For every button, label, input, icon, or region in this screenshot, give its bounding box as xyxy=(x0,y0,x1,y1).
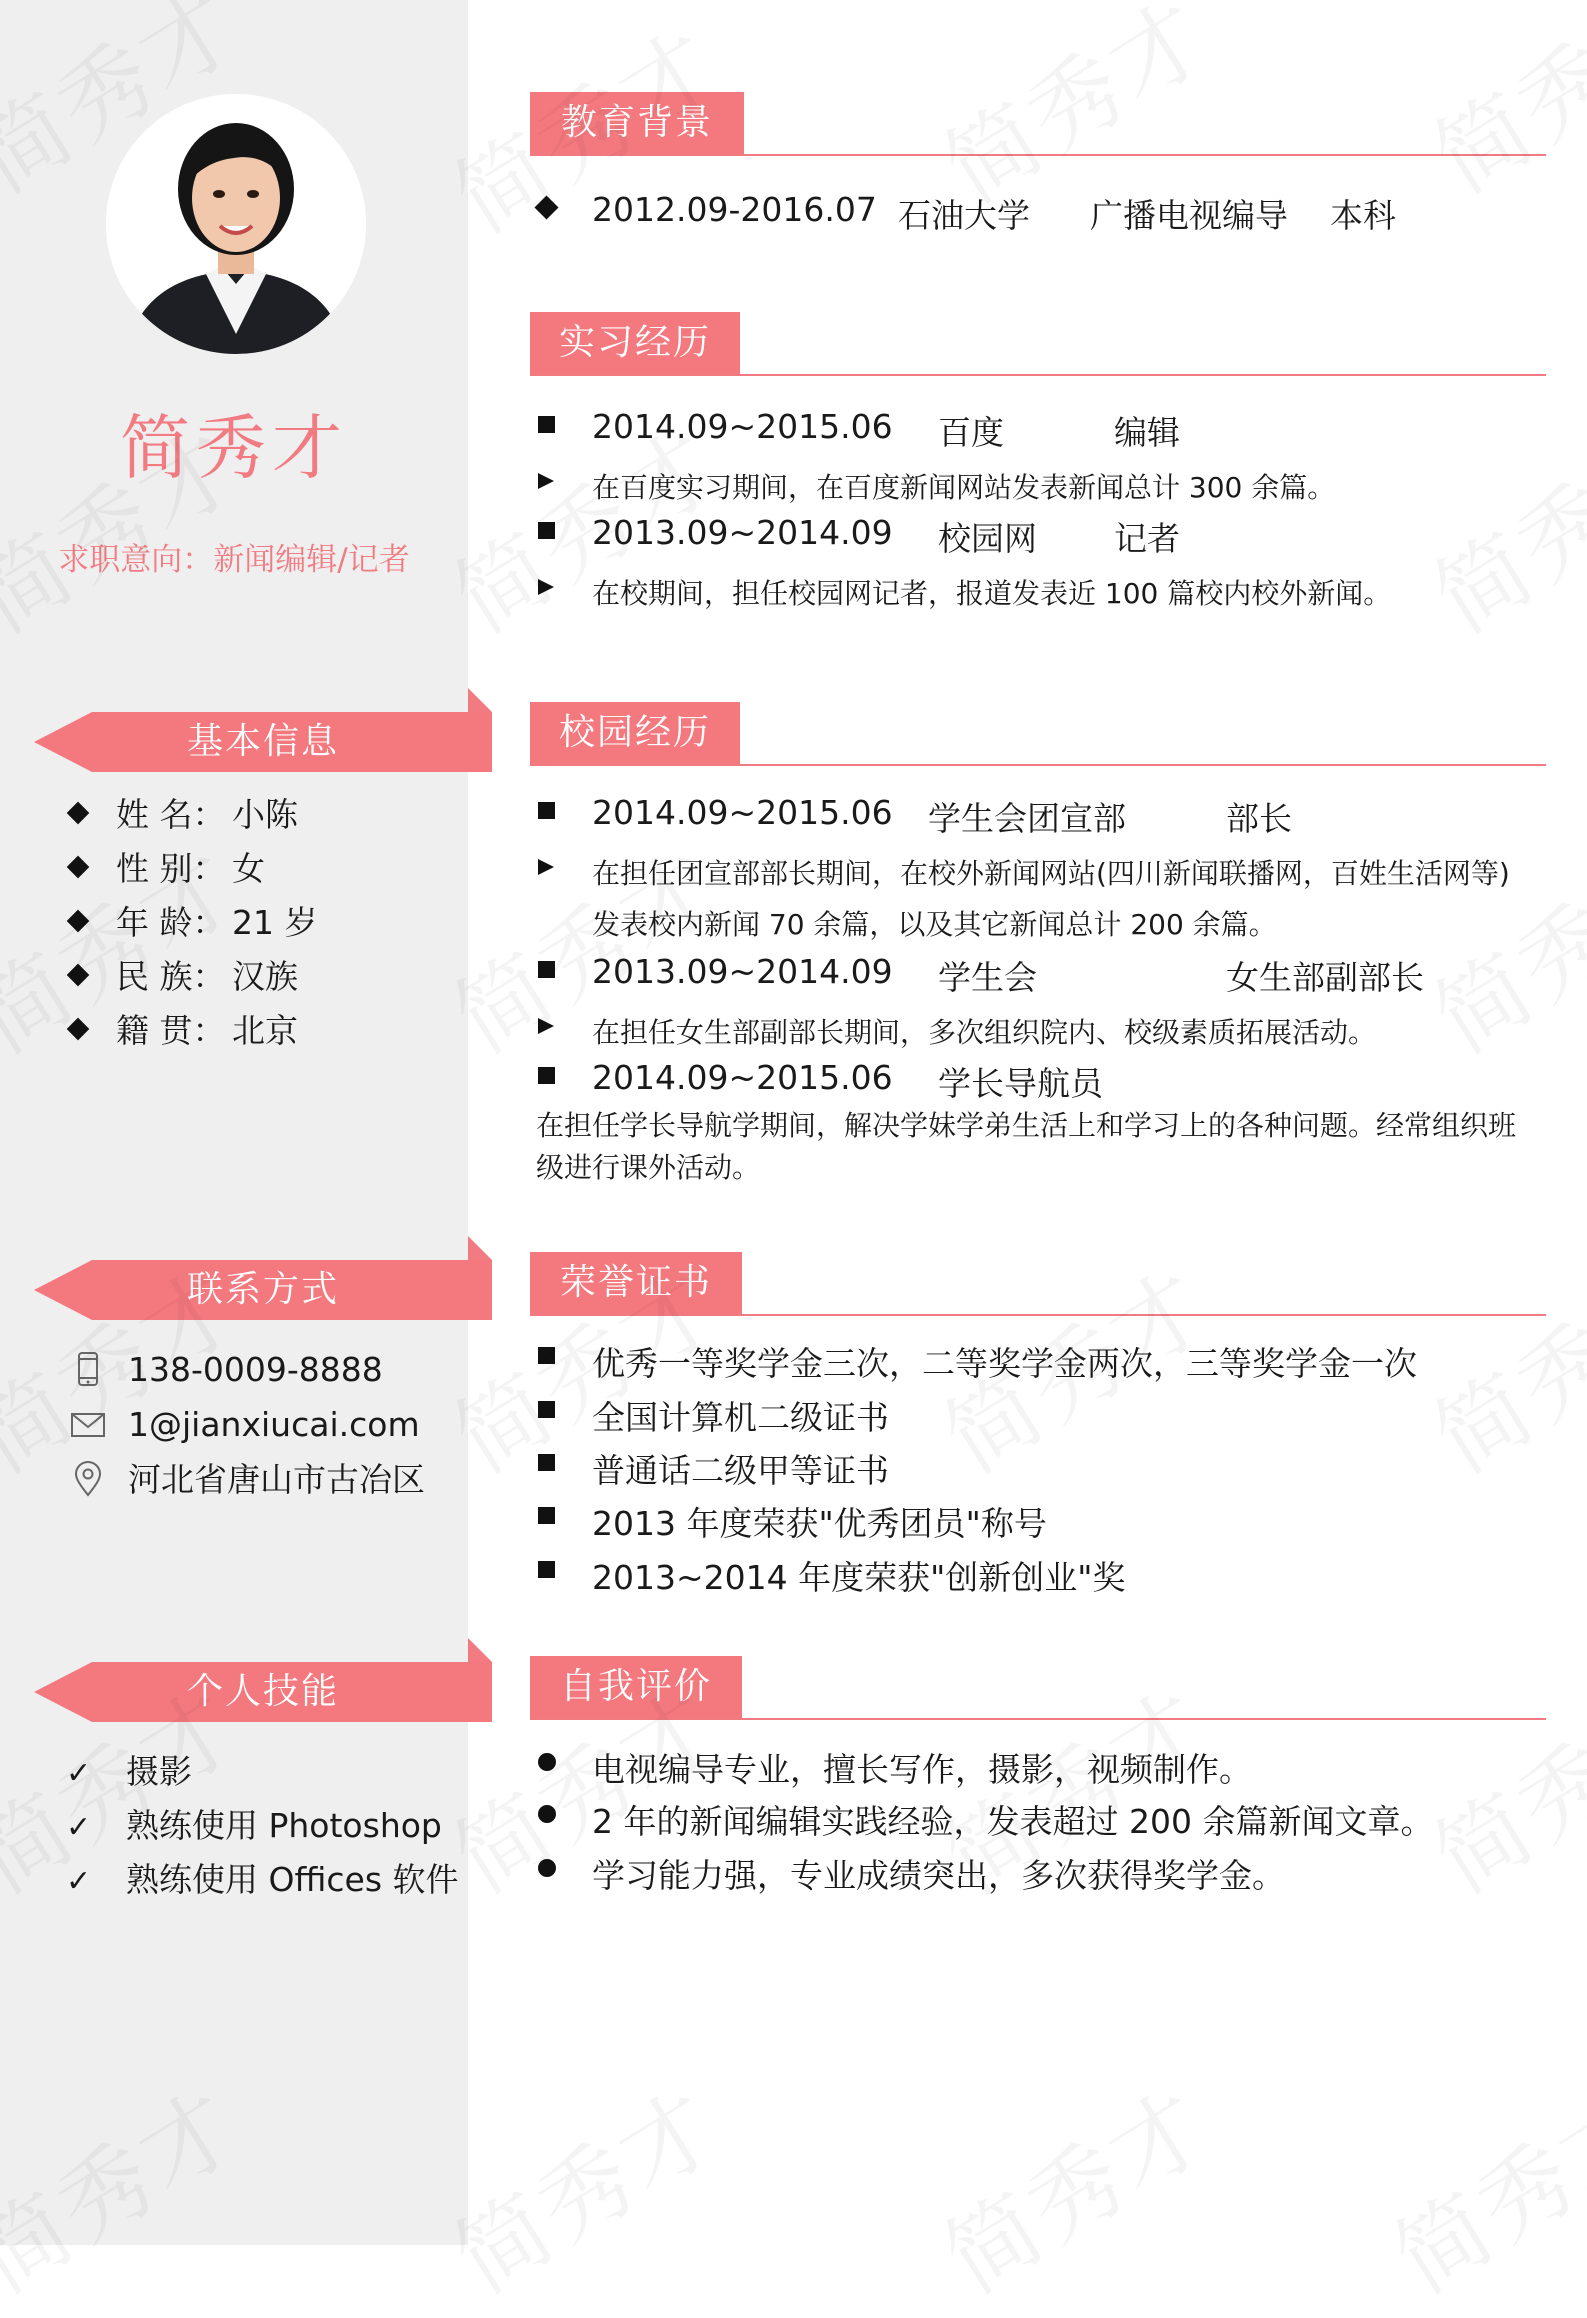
check-icon: ✓ xyxy=(66,1864,92,1899)
arrow-bullet-icon xyxy=(538,1018,554,1034)
contact-phone xyxy=(70,1346,383,1394)
internship-desc: 在校期间，担任校园网记者，报道发表近 100 篇校内校外新闻。 xyxy=(538,572,554,605)
campus-desc: 在担任学长导航学期间，解决学妹学弟生活上和学习上的各种问题。经常组织班 xyxy=(536,1109,1517,1142)
info-ethnicity: 民 族： 汉族 xyxy=(70,954,298,1000)
candidate-name: 简秀才 xyxy=(120,407,348,489)
contact-header xyxy=(34,1236,494,1316)
honors-header xyxy=(530,1252,1546,1322)
education-title: 教育背景 xyxy=(530,92,744,154)
skill-item: ✓ 熟练使用 Photoshop xyxy=(66,1802,442,1850)
self-eval-header xyxy=(530,1656,1546,1726)
square-bullet-icon xyxy=(538,802,555,819)
skills-title: 个人技能 xyxy=(186,1671,339,1712)
campus-entry: 2014.09~2015.06 学生会团宣部 部长 xyxy=(538,793,555,832)
watermark xyxy=(1367,2054,1587,2318)
honor-item: 2013 年度荣获"优秀团员"称号 xyxy=(538,1498,555,1537)
education-header xyxy=(530,92,1546,162)
square-bullet-icon xyxy=(538,1347,555,1364)
mail-icon xyxy=(70,1406,106,1442)
square-bullet-icon xyxy=(538,1561,555,1578)
diamond-bullet-icon xyxy=(534,195,558,219)
internship-title: 实习经历 xyxy=(530,312,740,374)
honor-item: 2013~2014 年度荣获"创新创业"奖 xyxy=(538,1552,555,1591)
watermark xyxy=(1407,394,1587,659)
square-bullet-icon xyxy=(538,1067,555,1084)
skills-header xyxy=(34,1638,494,1718)
honor-item: 全国计算机二级证书 xyxy=(538,1392,555,1431)
self-eval-item: 学习能力强，专业成绩突出，多次获得奖学金。 xyxy=(538,1850,556,1889)
contact-email xyxy=(70,1401,420,1449)
phone-number[interactable]: 138-0009-8888 xyxy=(128,1350,383,1389)
square-bullet-icon xyxy=(538,1507,555,1524)
campus-entry: 2013.09~2014.09 学生会 女生部副部长 xyxy=(538,952,555,991)
education-row: 2012.09-2016.07 石油大学 广播电视编导 本科 xyxy=(538,190,555,229)
watermark xyxy=(427,2054,741,2318)
info-gender: 性 别： 女 xyxy=(70,846,265,892)
campus-entry: 2014.09~2015.06 学长导航员 xyxy=(538,1058,555,1097)
internship-entry: 2014.09~2015.06 百度 编辑 xyxy=(538,407,555,446)
check-icon: ✓ xyxy=(66,1756,92,1791)
diamond-bullet-icon xyxy=(67,909,90,932)
email-address[interactable]: 1@jianxiucai.com xyxy=(128,1405,420,1444)
basic-info-header xyxy=(34,688,494,768)
diamond-bullet-icon xyxy=(67,1017,90,1040)
location-icon xyxy=(70,1461,106,1497)
internship-desc: 在百度实习期间，在百度新闻网站发表新闻总计 300 余篇。 xyxy=(538,466,554,499)
self-eval-item: 2 年的新闻编辑实践经验，发表超过 200 余篇新闻文章。 xyxy=(538,1796,556,1835)
self-eval-title: 自我评价 xyxy=(530,1656,742,1718)
phone-icon xyxy=(70,1351,106,1387)
self-eval-item: 电视编导专业，擅长写作，摄影，视频制作。 xyxy=(538,1744,556,1783)
square-bullet-icon xyxy=(538,1454,555,1471)
campus-header xyxy=(530,702,1546,772)
diamond-bullet-icon xyxy=(67,963,90,986)
avatar xyxy=(106,94,366,354)
skill-item: ✓ 摄影 xyxy=(66,1748,192,1796)
contact-address xyxy=(70,1456,425,1504)
campus-desc-cont: 发表校内新闻 70 余篇，以及其它新闻总计 200 余篇。 xyxy=(592,908,1277,941)
address: 河北省唐山市古冶区 xyxy=(128,1460,425,1499)
job-intent: 求职意向：新闻编辑/记者 xyxy=(58,542,410,578)
arrow-bullet-icon xyxy=(538,473,554,489)
campus-desc: 在担任女生部副部长期间，多次组织院内、校级素质拓展活动。 xyxy=(538,1011,554,1044)
campus-desc-cont: 级进行课外活动。 xyxy=(536,1151,761,1184)
skill-item: ✓ 熟练使用 Offices 软件 xyxy=(66,1856,459,1904)
check-icon: ✓ xyxy=(66,1810,92,1845)
basic-info-title: 基本信息 xyxy=(186,721,339,762)
info-name: 姓 名： 小陈 xyxy=(70,792,298,838)
info-hometown: 籍 贯： 北京 xyxy=(70,1008,298,1054)
dot-bullet-icon xyxy=(538,1859,556,1877)
square-bullet-icon xyxy=(538,961,555,978)
info-age: 年 龄： 21 岁 xyxy=(70,900,317,946)
square-bullet-icon xyxy=(538,416,555,433)
contact-title: 联系方式 xyxy=(186,1269,339,1310)
dot-bullet-icon xyxy=(538,1753,556,1771)
arrow-bullet-icon xyxy=(538,579,554,595)
honors-title: 荣誉证书 xyxy=(530,1252,742,1314)
watermark xyxy=(917,2054,1231,2318)
dot-bullet-icon xyxy=(538,1805,556,1823)
honor-item: 优秀一等奖学金三次，二等奖学金两次，三等奖学金一次 xyxy=(538,1338,555,1377)
campus-desc: 在担任团宣部部长期间，在校外新闻网站(四川新闻联播网，百姓生活网等) xyxy=(538,852,554,885)
diamond-bullet-icon xyxy=(67,855,90,878)
diamond-bullet-icon xyxy=(67,801,90,824)
internship-entry: 2013.09~2014.09 校园网 记者 xyxy=(538,513,555,552)
square-bullet-icon xyxy=(538,1401,555,1418)
person-photo xyxy=(106,94,366,354)
arrow-bullet-icon xyxy=(538,859,554,875)
internship-header xyxy=(530,312,1546,382)
honor-item: 普通话二级甲等证书 xyxy=(538,1445,555,1484)
square-bullet-icon xyxy=(538,522,555,539)
campus-title: 校园经历 xyxy=(530,702,740,764)
